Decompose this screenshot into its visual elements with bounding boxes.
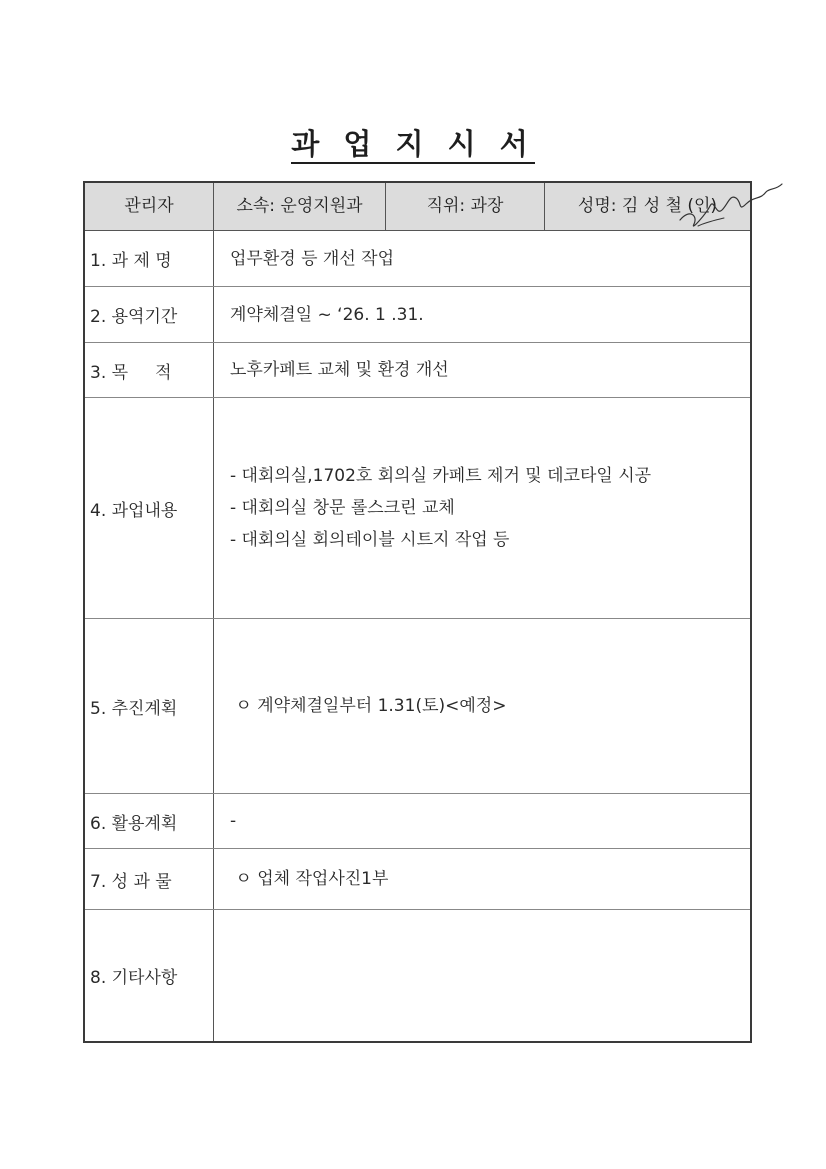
value-line: 업무환경 등 개선 작업	[230, 248, 395, 269]
plan-line: ㅇ 계약체결일부터 1.31(토)<예정>	[230, 696, 507, 716]
handwritten-signature	[676, 176, 786, 236]
department-cell: 소속: 운영지원과	[214, 183, 386, 230]
row-value	[214, 849, 750, 909]
deliverable-line: ㅇ 업체 작업사진1부	[230, 869, 389, 889]
row-service-period	[85, 287, 750, 343]
row-value	[214, 398, 750, 618]
value-line: 노후카페트 교체 및 환경 개선	[230, 360, 449, 380]
document-title	[0, 122, 826, 163]
header-row	[85, 183, 750, 231]
row-task-name	[85, 231, 750, 287]
content-line: - 대회의실 창문 롤스크린 교체	[230, 498, 455, 518]
row-label: 8. 기타사항	[85, 910, 214, 1041]
row-utilization	[85, 794, 750, 849]
row-deliverables	[85, 849, 750, 910]
row-purpose	[85, 343, 750, 398]
row-label: 4. 과업내용	[85, 398, 214, 618]
row-label: 1. 과 제 명	[85, 231, 214, 286]
row-label: 2. 용역기간	[85, 287, 214, 342]
row-task-content	[85, 398, 750, 619]
content-line: - 대회의실 회의테이블 시트지 작업 등	[230, 530, 510, 550]
row-value	[214, 287, 750, 342]
position-cell: 직위: 과장	[386, 183, 545, 230]
document-title-text: 과 업 지 시 서	[291, 127, 534, 164]
name-cell: 성명: 김 성 철 (인)	[577, 196, 718, 216]
row-value	[214, 794, 750, 848]
row-label: 7. 성 과 물	[85, 849, 214, 909]
manager-label: 관리자	[85, 183, 214, 230]
row-value	[214, 910, 750, 1041]
row-value	[214, 343, 750, 397]
row-other	[85, 910, 750, 1041]
content-line: - 대회의실,1702호 회의실 카페트 제거 및 데코타일 시공	[230, 466, 652, 486]
row-label: 6. 활용계획	[85, 794, 214, 848]
row-label: 5. 추진계획	[85, 619, 214, 793]
value-line: -	[230, 811, 237, 831]
row-value	[214, 619, 750, 793]
task-order-table	[83, 181, 752, 1043]
row-plan	[85, 619, 750, 794]
row-label: 3. 목 적	[85, 343, 214, 397]
value-line: 계약체결일 ~ ‘26. 1 .31.	[230, 304, 424, 325]
row-value	[214, 231, 750, 286]
